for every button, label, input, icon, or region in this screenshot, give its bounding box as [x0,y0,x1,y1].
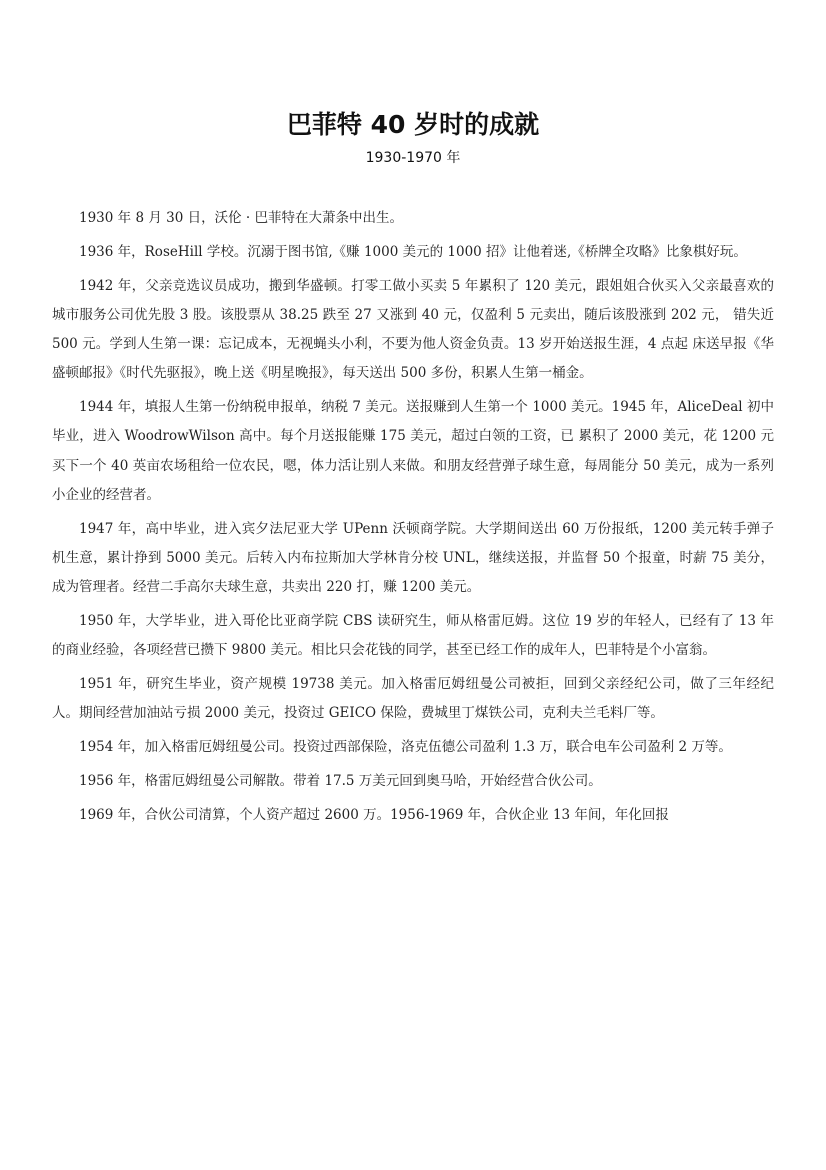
paragraph-1969: 1969 年，合伙公司清算，个人资产超过 2600 万。1956-1969 年，合伙企业 13 年间，年化回报 [79,807,669,824]
body-text [52,204,774,835]
paragraph-1947: 1947 年，高中毕业，进入宾夕法尼亚大学 UPenn 沃顿商学院。大学期间送出 60 万份报纸，1200 美元转手弹子 机生意，累计挣到 5000 美元。后转入内布拉斯加大学林肯分校 UNL，继续送报，并监督 50 个报童，时薪 75 美分，成为管理者。经营二手高尔夫球生意，共卖出 220 打，赚 1200 美元。 [52,520,774,596]
paragraph-1942: 1942 年，父亲竞选议员成功，搬到华盛顿。打零工做小买卖 5 年累积了 120 美元，跟姐姐合伙买入父亲最喜欢的城市服务公司优先股 3 股。该股票从 38.25 跌至 27 又涨到 40 元，仅盈利 5 元卖出，随后该股涨到 202 元， 错失近 500 元。学到人生第一课：忘记成本，无视蝇头小利，不要为他人资金负责。13 岁开始送报生涯，4 点起 床送早报《华盛顿邮报》《时代先驱报》，晚上送《明星晚报》，每天送出 500 多份，积累人生第一桶金。 [52,277,774,382]
paragraph-1930: 1930 年 8 月 30 日，沃伦 · 巴菲特在大萧条中出生。 [79,210,403,226]
page-subtitle: 1930-1970 年 [365,150,461,166]
page-title: 巴菲特 40 岁时的成就 [286,110,540,139]
paragraph-1944: 1944 年，填报人生第一份纳税申报单，纳税 7 美元。送报赚到人生第一个 1000 美元。1945 年，AliceDeal 初中毕业，进入 WoodrowWilson 高中。每个月送报能赚 175 美元，超过白领的工资，已 累积了 2000 美元，花 1200 元买下一个 40 英亩农场租给一位农民，嗯，体力活让别人来做。和朋友经营弹子球生意，每周能分 50 美元，成为一系列小企业的经营者。 [52,399,774,503]
paragraph-1951: 1951 年，研究生毕业，资产规模 19738 美元。加入格雷厄姆纽曼公司被拒，回到父亲经纪公司，做了三年经纪 人。期间经营加油站亏损 2000 美元，投资过 GEICO 保险，费城里丁煤铁公司，克利夫兰毛料厂等。 [52,676,774,722]
paragraph-1950: 1950 年，大学毕业，进入哥伦比亚商学院 CBS 读研究生，师从格雷厄姆。这位 19 岁的年轻人，已经有了 13 年的商业经验，各项经营已攒下 9800 美元。相比只会花钱的同学，甚至已经工作的成年人，巴菲特是个小富翁。 [52,613,774,659]
paragraph-1954: 1954 年，加入格雷厄姆纽曼公司。投资过西部保险，洛克伍德公司盈利 1.3 万，联合电车公司盈利 2 万等。 [79,739,732,756]
paragraph-1936: 1936 年，RoseHill 学校。沉溺于图书馆,《赚 1000 美元的 1000 招》让他着迷,《桥牌全攻略》比象棋好玩。 [79,243,747,260]
paragraph-1956: 1956 年，格雷厄姆纽曼公司解散。带着 17.5 万美元回到奥马哈，开始经营合伙公司。 [79,773,602,790]
